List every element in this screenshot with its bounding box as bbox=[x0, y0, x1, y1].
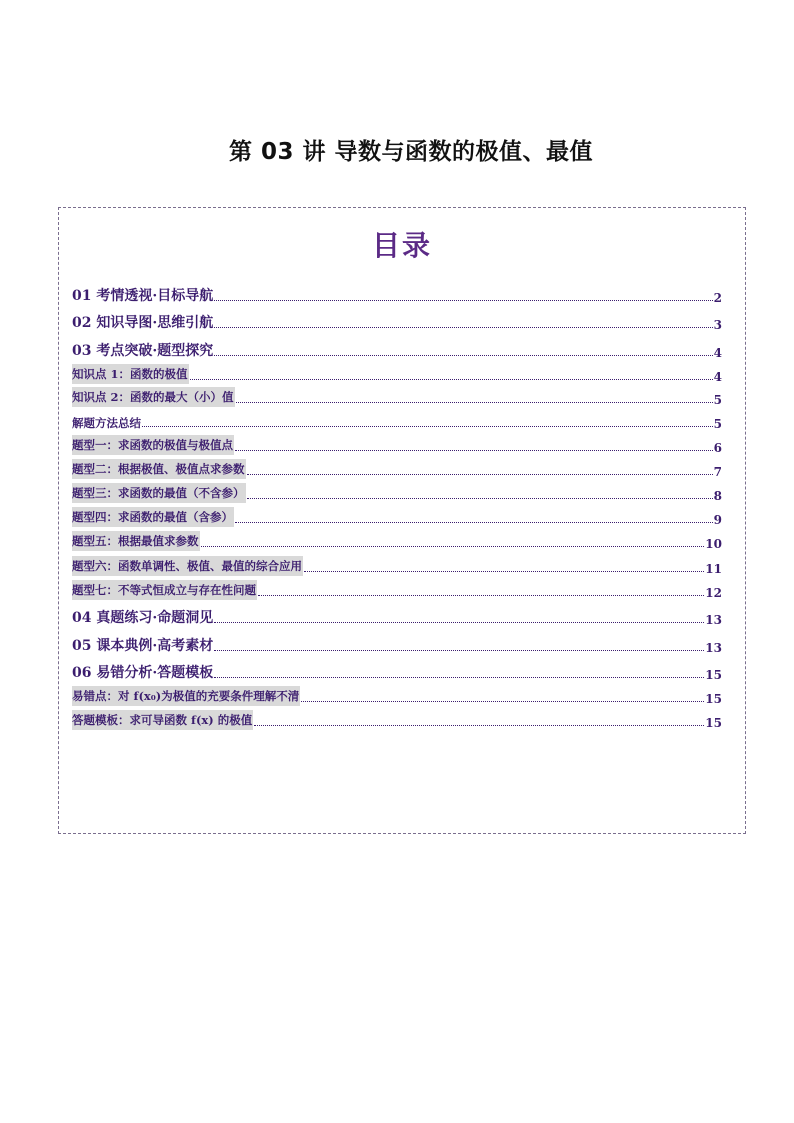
toc-entry-page: 15 bbox=[705, 668, 722, 682]
toc-entry-page: 4 bbox=[713, 370, 722, 384]
toc-entry-page: 9 bbox=[713, 513, 722, 527]
toc-dot-leader bbox=[254, 724, 704, 726]
toc-entry-page: 2 bbox=[713, 291, 722, 305]
toc-entry-label: 02 知识导图·思维引航 bbox=[72, 315, 214, 331]
toc-entry-page: 13 bbox=[705, 613, 722, 627]
toc-entry[interactable] bbox=[72, 635, 722, 655]
toc-entry-page: 12 bbox=[705, 586, 722, 600]
toc-entry[interactable] bbox=[72, 413, 722, 431]
toc-entry-label: 题型一：求函数的极值与极值点 bbox=[72, 435, 234, 455]
toc-entry-label: 答题模板：求可导函数 f(x) 的极值 bbox=[72, 710, 253, 730]
toc-entry-page: 3 bbox=[713, 318, 722, 332]
toc-entry[interactable] bbox=[72, 485, 722, 503]
toc-entry-label: 03 考点突破·题型探究 bbox=[72, 343, 214, 359]
toc-dot-leader bbox=[247, 497, 713, 499]
toc-entry[interactable] bbox=[72, 366, 722, 384]
toc-entry[interactable] bbox=[72, 558, 722, 576]
toc-entry-label: 题型二：根据极值、极值点求参数 bbox=[72, 459, 246, 479]
toc-dot-leader bbox=[214, 326, 712, 328]
toc-entry-page: 5 bbox=[713, 417, 722, 431]
toc-entry[interactable] bbox=[72, 712, 722, 730]
toc-entry[interactable] bbox=[72, 389, 722, 407]
toc-dot-leader bbox=[301, 700, 704, 702]
table-of-contents bbox=[58, 207, 746, 834]
toc-dot-leader bbox=[190, 378, 713, 380]
toc-dot-leader bbox=[214, 354, 712, 356]
toc-entry[interactable] bbox=[72, 533, 722, 551]
toc-entry[interactable] bbox=[72, 437, 722, 455]
toc-entry-label: 题型五：根据最值求参数 bbox=[72, 531, 200, 551]
toc-entry-label: 题型六：函数单调性、极值、最值的综合应用 bbox=[72, 556, 303, 576]
toc-entry-label: 知识点 1：函数的极值 bbox=[72, 364, 189, 384]
toc-dot-leader bbox=[201, 545, 705, 547]
toc-dot-leader bbox=[236, 401, 713, 403]
toc-heading: 目录 bbox=[371, 229, 432, 262]
toc-entry[interactable] bbox=[72, 688, 722, 706]
toc-entry[interactable] bbox=[72, 509, 722, 527]
toc-entry[interactable] bbox=[72, 340, 722, 360]
toc-entry-label: 题型七：不等式恒成立与存在性问题 bbox=[72, 580, 257, 600]
toc-entry-page: 15 bbox=[705, 692, 722, 706]
toc-entry-label: 知识点 2：函数的最大（小）值 bbox=[72, 387, 235, 407]
toc-entry-page: 8 bbox=[713, 489, 722, 503]
toc-dot-leader bbox=[214, 299, 712, 301]
toc-entry-page: 5 bbox=[713, 393, 722, 407]
toc-entry-label: 06 易错分析·答题模板 bbox=[72, 665, 214, 681]
toc-entry[interactable] bbox=[72, 312, 722, 332]
toc-entry-page: 4 bbox=[713, 346, 722, 360]
toc-entry-label: 01 考情透视·目标导航 bbox=[72, 288, 214, 304]
toc-entry-page: 15 bbox=[705, 716, 722, 730]
toc-dot-leader bbox=[304, 570, 704, 572]
toc-dot-leader bbox=[142, 425, 713, 427]
toc-entry-page: 11 bbox=[705, 562, 722, 576]
toc-entry[interactable] bbox=[72, 285, 722, 305]
toc-entry-label: 05 课本典例·高考素材 bbox=[72, 638, 214, 654]
toc-entry-label: 解题方法总结 bbox=[72, 416, 141, 430]
toc-dot-leader bbox=[258, 594, 704, 596]
toc-entry[interactable] bbox=[72, 607, 722, 627]
toc-entry[interactable] bbox=[72, 662, 722, 682]
toc-entry-page: 7 bbox=[713, 465, 722, 479]
toc-dot-leader bbox=[214, 676, 704, 678]
toc-entry-label: 题型四：求函数的最值（含参） bbox=[72, 507, 234, 527]
toc-dot-leader bbox=[214, 621, 704, 623]
toc-entry[interactable] bbox=[72, 582, 722, 600]
toc-entry-label: 题型三：求函数的最值（不含参） bbox=[72, 483, 246, 503]
toc-entry-page: 6 bbox=[713, 441, 722, 455]
toc-entry-label: 易错点：对 f(x₀)为极值的充要条件理解不清 bbox=[72, 686, 300, 706]
toc-dot-leader bbox=[247, 473, 713, 475]
toc-dot-leader bbox=[214, 649, 704, 651]
toc-entry-label: 04 真题练习·命题洞见 bbox=[72, 610, 214, 626]
toc-entry-page: 13 bbox=[705, 641, 722, 655]
toc-dot-leader bbox=[235, 521, 713, 523]
toc-entry-page: 10 bbox=[705, 537, 722, 551]
toc-dot-leader bbox=[235, 449, 713, 451]
document-title: 第 03 讲 导数与函数的极值、最值 bbox=[228, 139, 594, 165]
toc-entry[interactable] bbox=[72, 461, 722, 479]
